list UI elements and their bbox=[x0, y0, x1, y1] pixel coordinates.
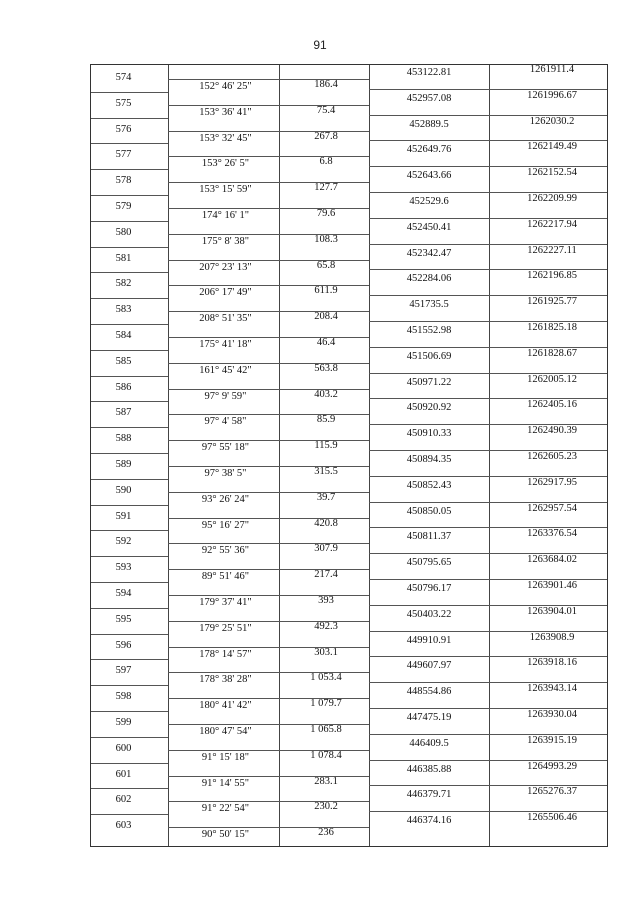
cell-point: 588 bbox=[115, 433, 132, 445]
cell-y: 1262605.23 bbox=[527, 451, 577, 462]
cell-x: 452529.6 bbox=[409, 196, 449, 207]
cell-x: 447475.19 bbox=[406, 712, 452, 723]
cell-x: 450910.33 bbox=[406, 428, 452, 440]
cell-x: 446374.16 bbox=[406, 815, 452, 827]
cell-y: 1263904.01 bbox=[527, 605, 577, 617]
cell-angle: 93° 26' 24" bbox=[201, 493, 250, 505]
cell-point: 581 bbox=[115, 252, 132, 264]
row-divider bbox=[91, 582, 168, 583]
cell-y: 1263908.9 bbox=[529, 631, 575, 643]
cell-length: 283.1 bbox=[314, 775, 338, 787]
row-divider bbox=[91, 556, 168, 557]
cell-point: 584 bbox=[115, 330, 132, 341]
row-divider bbox=[91, 634, 168, 635]
cell-point: 574 bbox=[115, 72, 132, 83]
cell-angle: 152° 46' 25" bbox=[199, 81, 252, 92]
cell-angle: 153° 36' 41" bbox=[199, 106, 252, 118]
cell-length: 236 bbox=[318, 827, 334, 839]
row-divider bbox=[91, 685, 168, 686]
cell-length: 403.2 bbox=[314, 388, 338, 400]
cell-y: 1261828.67 bbox=[527, 347, 577, 359]
row-divider bbox=[91, 169, 168, 170]
row-divider bbox=[91, 711, 168, 712]
cell-length: 563.8 bbox=[314, 362, 338, 374]
cell-x: 449607.97 bbox=[406, 660, 452, 672]
row-divider bbox=[91, 608, 168, 609]
cell-y: 1262030.2 bbox=[529, 115, 575, 127]
cell-length: 267.8 bbox=[314, 130, 338, 142]
cell-x: 452957.08 bbox=[406, 92, 452, 104]
cell-x: 450811.37 bbox=[406, 531, 452, 543]
cell-angle: 91° 22' 54" bbox=[201, 803, 250, 815]
cell-angle: 89° 51' 46" bbox=[201, 571, 250, 583]
row-divider bbox=[91, 324, 168, 325]
cell-length: 46.4 bbox=[316, 337, 336, 348]
cell-point: 580 bbox=[115, 226, 132, 238]
cell-point: 594 bbox=[115, 588, 132, 599]
cell-y: 1262196.85 bbox=[527, 270, 577, 282]
row-divider bbox=[91, 92, 168, 93]
cell-x: 446379.71 bbox=[406, 789, 452, 801]
cell-point: 591 bbox=[115, 510, 132, 522]
row-divider bbox=[91, 118, 168, 119]
cell-x: 450971.22 bbox=[406, 376, 452, 388]
row-divider bbox=[91, 272, 168, 273]
cell-x: 451506.69 bbox=[406, 350, 452, 362]
cell-x: 450796.17 bbox=[406, 583, 452, 594]
cell-y: 1261911.4 bbox=[529, 64, 575, 75]
cell-point: 586 bbox=[115, 381, 132, 393]
cell-length: 186.4 bbox=[314, 79, 338, 90]
cell-angle: 97° 38' 5" bbox=[204, 468, 247, 479]
cell-length: 230.2 bbox=[314, 801, 338, 813]
cell-length: 315.5 bbox=[314, 466, 338, 477]
cell-angle: 161° 45' 42" bbox=[199, 364, 252, 376]
cell-angle: 97° 9' 59" bbox=[204, 390, 247, 402]
cell-length: 39.7 bbox=[316, 491, 336, 503]
cell-x: 446409.5 bbox=[409, 737, 449, 749]
cell-x: 451735.5 bbox=[409, 299, 449, 311]
cell-angle: 91° 14' 55" bbox=[201, 777, 250, 789]
cell-angle: 179° 37' 41" bbox=[199, 597, 252, 608]
cell-y: 1262917.95 bbox=[527, 476, 577, 488]
cell-y: 1261825.18 bbox=[527, 322, 577, 333]
cell-point: 585 bbox=[115, 355, 132, 367]
cell-y: 1262957.54 bbox=[527, 502, 577, 514]
cell-point: 597 bbox=[115, 665, 132, 677]
cell-length: 492.3 bbox=[314, 620, 338, 632]
cell-x: 450403.22 bbox=[406, 608, 452, 620]
cell-point: 592 bbox=[115, 536, 132, 548]
cell-length: 420.8 bbox=[314, 517, 338, 529]
cell-angle: 174° 16' 1" bbox=[201, 210, 250, 221]
cell-length: 6.8 bbox=[319, 156, 333, 168]
cell-angle: 207° 23' 13" bbox=[199, 261, 252, 273]
cell-angle: 97° 55' 18" bbox=[201, 442, 250, 454]
row-divider bbox=[91, 247, 168, 248]
row-divider bbox=[91, 376, 168, 377]
cell-x: 449910.91 bbox=[406, 634, 452, 646]
cell-point: 596 bbox=[115, 639, 132, 651]
cell-x: 450920.92 bbox=[406, 402, 452, 414]
cell-y: 1261996.67 bbox=[527, 89, 577, 101]
row-divider bbox=[91, 788, 168, 789]
cell-y: 1262405.16 bbox=[527, 399, 577, 411]
cell-angle: 175° 41' 18" bbox=[199, 339, 252, 350]
cell-length: 1 079.7 bbox=[310, 698, 342, 710]
cell-point: 577 bbox=[115, 149, 132, 161]
row-divider bbox=[91, 814, 168, 815]
cell-y: 1263376.54 bbox=[527, 528, 577, 540]
cell-point: 593 bbox=[115, 562, 132, 574]
cell-point: 600 bbox=[115, 742, 132, 754]
page-number: 91 bbox=[313, 38, 327, 52]
cell-point: 601 bbox=[115, 768, 132, 780]
row-divider bbox=[91, 737, 168, 738]
cell-length: 1 078.4 bbox=[310, 749, 342, 761]
column-divider bbox=[489, 65, 490, 846]
cell-angle: 178° 14' 57" bbox=[199, 648, 252, 660]
row-divider bbox=[91, 763, 168, 764]
cell-point: 603 bbox=[115, 820, 132, 832]
row-divider bbox=[91, 401, 168, 402]
cell-length: 75.4 bbox=[316, 104, 336, 116]
row-divider bbox=[91, 195, 168, 196]
cell-length: 127.7 bbox=[314, 182, 338, 194]
cell-length: 307.9 bbox=[314, 543, 338, 555]
cell-length: 79.6 bbox=[316, 208, 336, 219]
cell-length: 393 bbox=[318, 595, 334, 606]
cell-x: 446385.88 bbox=[406, 763, 452, 775]
cell-x: 451552.98 bbox=[406, 325, 452, 336]
cell-length: 1 065.8 bbox=[310, 724, 342, 735]
cell-point: 582 bbox=[115, 278, 132, 290]
cell-y: 1263684.02 bbox=[527, 554, 577, 566]
row-divider bbox=[91, 221, 168, 222]
row-divider bbox=[91, 298, 168, 299]
cell-x: 452889.5 bbox=[409, 118, 449, 130]
cell-point: 598 bbox=[115, 691, 132, 703]
cell-y: 1263918.16 bbox=[527, 657, 577, 669]
cell-y: 1263943.14 bbox=[527, 683, 577, 695]
row-divider bbox=[91, 350, 168, 351]
cell-x: 452284.06 bbox=[406, 273, 452, 285]
cell-x: 450894.35 bbox=[406, 454, 452, 465]
cell-point: 575 bbox=[115, 97, 132, 109]
cell-point: 587 bbox=[115, 407, 132, 419]
cell-point: 576 bbox=[115, 123, 132, 135]
cell-point: 595 bbox=[115, 613, 132, 625]
cell-length: 1 053.4 bbox=[310, 672, 342, 684]
cell-angle: 153° 15' 59" bbox=[199, 184, 252, 196]
cell-y: 1262490.39 bbox=[527, 425, 577, 437]
cell-angle: 180° 41' 42" bbox=[199, 700, 252, 712]
cell-angle: 91° 15' 18" bbox=[201, 751, 250, 763]
cell-length: 85.9 bbox=[316, 414, 336, 426]
cell-y: 1261925.77 bbox=[527, 296, 577, 308]
cell-angle: 92° 55' 36" bbox=[201, 545, 250, 557]
cell-y: 1265506.46 bbox=[527, 812, 577, 824]
row-divider bbox=[91, 505, 168, 506]
row-divider bbox=[91, 453, 168, 454]
cell-x: 452643.66 bbox=[406, 170, 452, 182]
cell-x: 450852.43 bbox=[406, 479, 452, 491]
cell-length: 108.3 bbox=[314, 233, 338, 245]
cell-point: 579 bbox=[115, 201, 132, 212]
cell-angle: 153° 32' 45" bbox=[199, 132, 252, 144]
cell-point: 599 bbox=[115, 717, 132, 728]
cell-y: 1265276.37 bbox=[527, 786, 577, 798]
cell-x: 452450.41 bbox=[406, 221, 452, 233]
cell-y: 1263915.19 bbox=[527, 734, 577, 746]
row-divider bbox=[91, 143, 168, 144]
cell-length: 303.1 bbox=[314, 646, 338, 658]
cell-angle: 206° 17' 49" bbox=[199, 287, 252, 299]
row-divider bbox=[91, 427, 168, 428]
cell-x: 448554.86 bbox=[406, 686, 452, 698]
cell-y: 1263930.04 bbox=[527, 709, 577, 720]
cell-length: 217.4 bbox=[314, 569, 338, 581]
cell-length: 208.4 bbox=[314, 311, 338, 323]
coordinates-table bbox=[90, 64, 608, 847]
cell-y: 1262209.99 bbox=[527, 193, 577, 204]
cell-angle: 179° 25' 51" bbox=[199, 622, 252, 634]
cell-y: 1262149.49 bbox=[527, 141, 577, 153]
row-divider bbox=[91, 479, 168, 480]
cell-angle: 180° 47' 54" bbox=[199, 726, 252, 737]
cell-angle: 153° 26' 5" bbox=[201, 158, 250, 170]
cell-length: 65.8 bbox=[316, 259, 336, 271]
cell-angle: 90° 50' 15" bbox=[201, 829, 250, 841]
cell-angle: 95° 16' 27" bbox=[201, 519, 250, 531]
row-divider bbox=[91, 659, 168, 660]
cell-point: 602 bbox=[115, 794, 132, 806]
cell-y: 1264993.29 bbox=[527, 760, 577, 772]
cell-length: 611.9 bbox=[314, 285, 338, 297]
cell-y: 1262217.94 bbox=[527, 218, 577, 230]
cell-y: 1263901.46 bbox=[527, 580, 577, 591]
cell-point: 590 bbox=[115, 484, 132, 496]
cell-x: 452342.47 bbox=[406, 247, 452, 259]
cell-y: 1262227.11 bbox=[527, 244, 577, 256]
row-divider bbox=[91, 530, 168, 531]
cell-angle: 178° 38' 28" bbox=[199, 674, 252, 686]
cell-point: 589 bbox=[115, 459, 132, 470]
cell-angle: 97° 4' 58" bbox=[204, 416, 247, 428]
cell-length: 115.9 bbox=[314, 440, 338, 452]
cell-angle: 175° 8' 38" bbox=[201, 235, 250, 247]
cell-point: 578 bbox=[115, 175, 132, 187]
cell-angle: 208° 51' 35" bbox=[199, 313, 252, 325]
cell-x: 450850.05 bbox=[406, 505, 452, 517]
cell-x: 452649.76 bbox=[406, 144, 452, 156]
cell-y: 1262005.12 bbox=[527, 373, 577, 385]
cell-point: 583 bbox=[115, 304, 132, 316]
cell-x: 453122.81 bbox=[406, 67, 452, 78]
cell-x: 450795.65 bbox=[406, 557, 452, 569]
cell-y: 1262152.54 bbox=[527, 167, 577, 179]
